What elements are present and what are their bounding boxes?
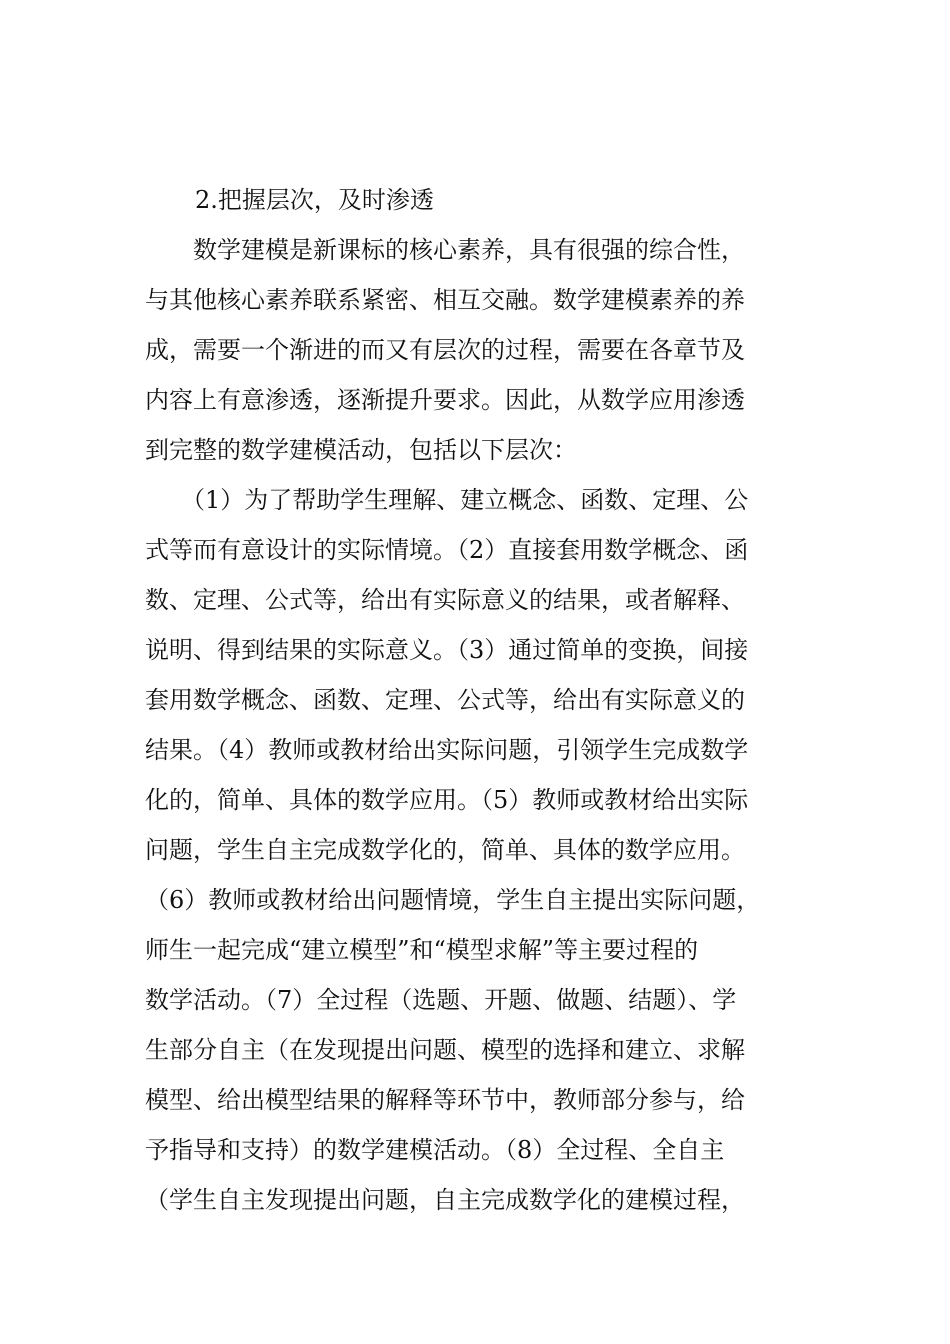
body-line: （1）为了帮助学生理解、建立概念、函数、定理、公 (145, 486, 749, 514)
body-line: 式等而有意设计的实际情境。（2）直接套用数学概念、函 (145, 536, 749, 564)
body-line: 套用数学概念、函数、定理、公式等，给出有实际意义的 (145, 686, 745, 714)
body-line: 内容上有意渗透，逐渐提升要求。因此，从数学应用渗透 (145, 386, 745, 414)
body-line: 到完整的数学建模活动，包括以下层次： (145, 436, 577, 464)
body-line: 数学建模是新课标的核心素养，具有很强的综合性， (145, 236, 745, 264)
body-line: （学生自主发现提出问题，自主完成数学化的建模过程， (145, 1186, 745, 1214)
body-line: 数学活动。（7）全过程（选题、开题、做题、结题）、学 (145, 986, 737, 1014)
body-line: 说明、得到结果的实际意义。（3）通过简单的变换，间接 (145, 636, 749, 664)
body-line: 模型、给出模型结果的解释等环节中，教师部分参与，给 (145, 1086, 745, 1114)
body-line: 与其他核心素养联系紧密、相互交融。数学建模素养的养 (145, 286, 745, 314)
body-line: 结果。（4）教师或教材给出实际问题，引领学生完成数学 (145, 736, 749, 764)
body-line: 予指导和支持）的数学建模活动。（8）全过程、全自主 (145, 1136, 725, 1164)
body-line: 生部分自主（在发现提出问题、模型的选择和建立、求解 (145, 1036, 745, 1064)
body-line: 化的，简单、具体的数学应用。（5）教师或教材给出实际 (145, 786, 749, 814)
body-line: 成，需要一个渐进的而又有层次的过程，需要在各章节及 (145, 336, 745, 364)
body-line: 师生一起完成“建立模型”和“模型求解”等主要过程的 (145, 936, 699, 964)
section-heading: 2.把握层次，及时渗透 (195, 186, 434, 214)
body-line: 数、定理、公式等，给出有实际意义的结果，或者解释、 (145, 586, 745, 614)
body-line: 问题，学生自主完成数学化的，简单、具体的数学应用。 (145, 836, 745, 864)
body-line: （6）教师或教材给出问题情境，学生自主提出实际问题， (145, 886, 761, 914)
